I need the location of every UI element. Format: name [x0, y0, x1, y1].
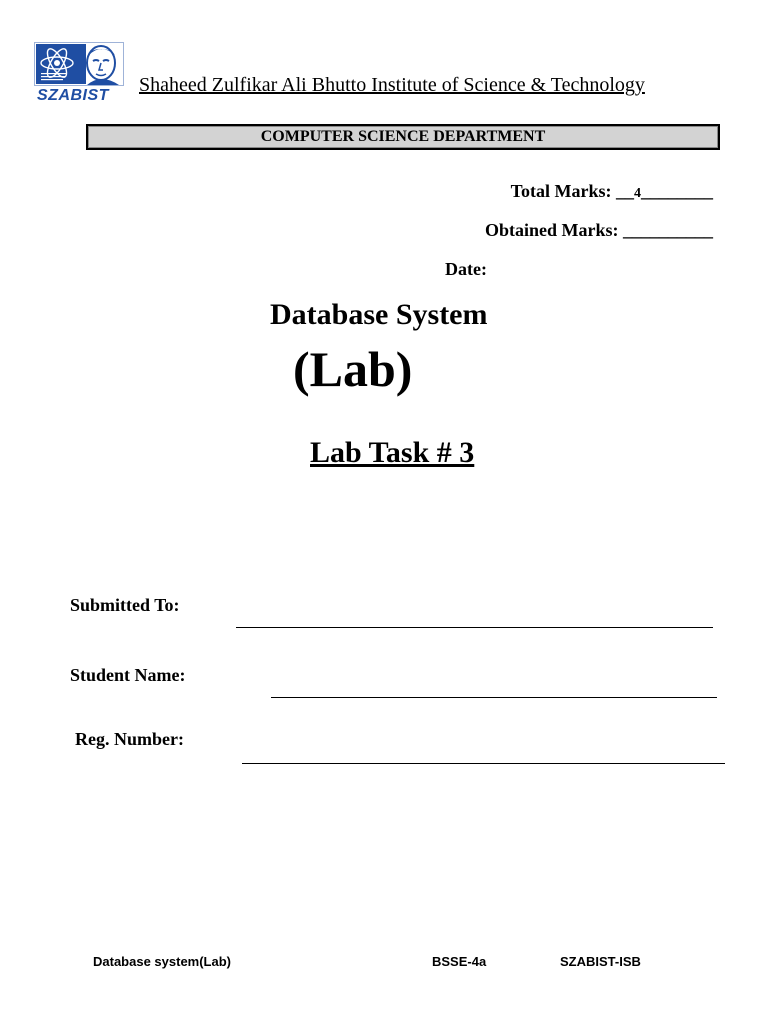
reg-number-line: [242, 763, 725, 764]
logo-wordmark: SZABIST: [37, 87, 109, 104]
department-banner: [86, 124, 720, 150]
date-label: Date:: [445, 259, 487, 279]
footer-course: Database system(Lab): [93, 954, 231, 969]
total-marks-label: Total Marks: __: [510, 181, 634, 201]
institute-name: Shaheed Zulfikar Ali Bhutto Institute of Science & Technology: [139, 74, 645, 96]
total-marks-value: 4: [634, 186, 641, 201]
footer-campus: SZABIST-ISB: [560, 954, 641, 969]
footer-class: BSSE-4a: [432, 954, 487, 969]
total-marks: [511, 181, 713, 202]
total-marks-blank: ________: [641, 181, 713, 201]
submitted-to-label: Submitted To:: [70, 595, 180, 615]
student-name-label: Student Name:: [70, 665, 186, 685]
department-name: COMPUTER SCIENCE DEPARTMENT: [260, 128, 546, 145]
lab-title: (Lab): [293, 341, 413, 397]
submitted-to-line: [236, 627, 713, 628]
student-name-line: [271, 697, 717, 698]
course-title: Database System: [270, 298, 488, 331]
obtained-marks: Obtained Marks: __________: [484, 220, 713, 240]
task-title: Lab Task # 3: [310, 436, 475, 469]
logo-emblem: [34, 42, 124, 86]
szabist-logo: [34, 42, 124, 106]
reg-number-label: Reg. Number:: [75, 729, 184, 749]
